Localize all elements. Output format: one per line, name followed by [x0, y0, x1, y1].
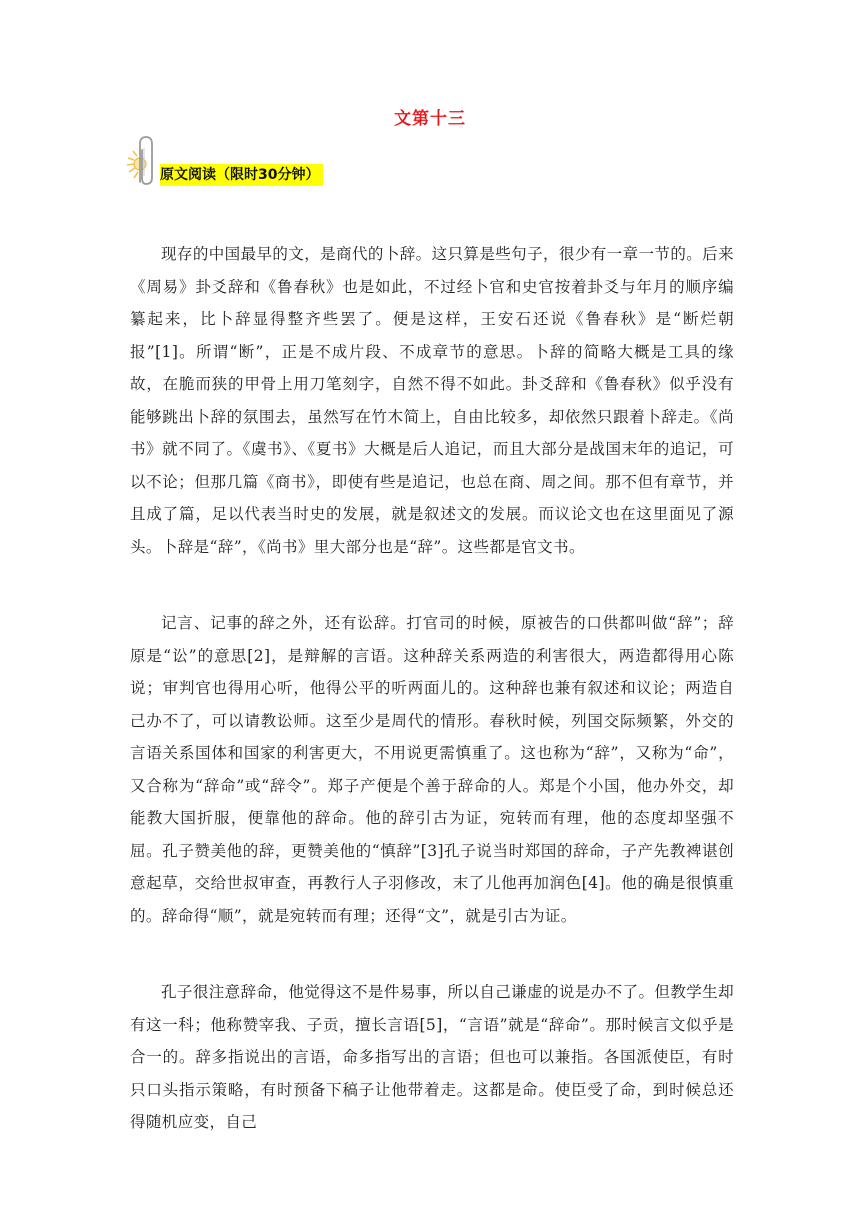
paragraph-2: 记言、记事的辞之外，还有讼辞。打官司的时候，原被告的口供都叫做“辞”；辞原是“讼”的意思[2]，是辩解的言语。这种辞关系两造的利害很大，两造都得用心陈说；审判官也得用心听，他得公平的听两面儿的。这种辞也兼有叙述和议论；两造自己办不了，可以请教讼师。这至少是周代的情形。春秋时候，列国交际频繁，外交的言语关系国体和国家的利害更大，不用说更需慎重了。这也称为“辞”，又称为“命”，又合称为“辞命”或“辞令”。郑子产便是个善于辞命的人。郑是个小国，他办外交，却能教大国折服，便靠他的辞命。他的辞引古为证，宛转而有理，他的态度却坚强不屈。孔子赞美他的辞，更赞美他的“慎辞”[3]孔子说当时郑国的辞命，子产先教裨谌创意起草，交给世叔审查，再教行人子羽修改，末了儿他再加润色[4]。他的确是很慎重的。辞命得“顺”，就是宛转而有理；还得“文”，就是引古为证。 — [130, 614, 734, 925]
section-label: 原文阅读（限时30分钟） — [160, 164, 323, 186]
paragraph-1: 现存的中国最早的文，是商代的卜辞。这只算是些句子，很少有一章一节的。后来《周易》卦爻辞和《鲁春秋》也是如此，不过经卜官和史官按着卦爻与年月的顺序编纂起来，比卜辞显得整齐些罢了。便是这样，王安石还说《鲁春秋》是“断烂朝报”[1]。所谓“断”，正是不成片段、不成章节的意思。卜辞的简略大概是工具的缘故，在脆而狭的甲骨上用刀笔刻字，自然不得不如此。卦爻辞和《鲁春秋》似乎没有能够跳出卜辞的氛围去，虽然写在竹木简上，自由比较多，却依然只跟着卜辞走。《尚书》就不同了。《虞书》、《夏书》大概是后人追记，而且大部分是战国末年的追记，可以不论；但那几篇《商书》，即使有些是追记，也总在商、周之间。那不但有章节，并且成了篇，足以代表当时史的发展，就是叙述文的发展。而议论文也在这里面见了源头。卜辞是“辞”，《尚书》里大部分也是“辞”。这些都是官文书。 — [130, 245, 734, 556]
section-header — [126, 134, 386, 192]
paragraph-3: 孔子很注意辞命，他觉得这不是件易事，所以自己谦虚的说是办不了。但教学生却有这一科；他称赞宰我、子贡，擅长言语[5]，“言语”就是“辞命”。那时候言文似乎是合一的。辞多指说出的言语，命多指写出的言语；但也可以兼指。各国派使臣，有时只口头指示策略，有时预备下稿子让他带着走。这都是命。使臣受了命，到时候总还得随机应变，自己 — [130, 983, 734, 1131]
page-title: 文第十三 — [394, 109, 466, 129]
article-body — [130, 238, 734, 1183]
